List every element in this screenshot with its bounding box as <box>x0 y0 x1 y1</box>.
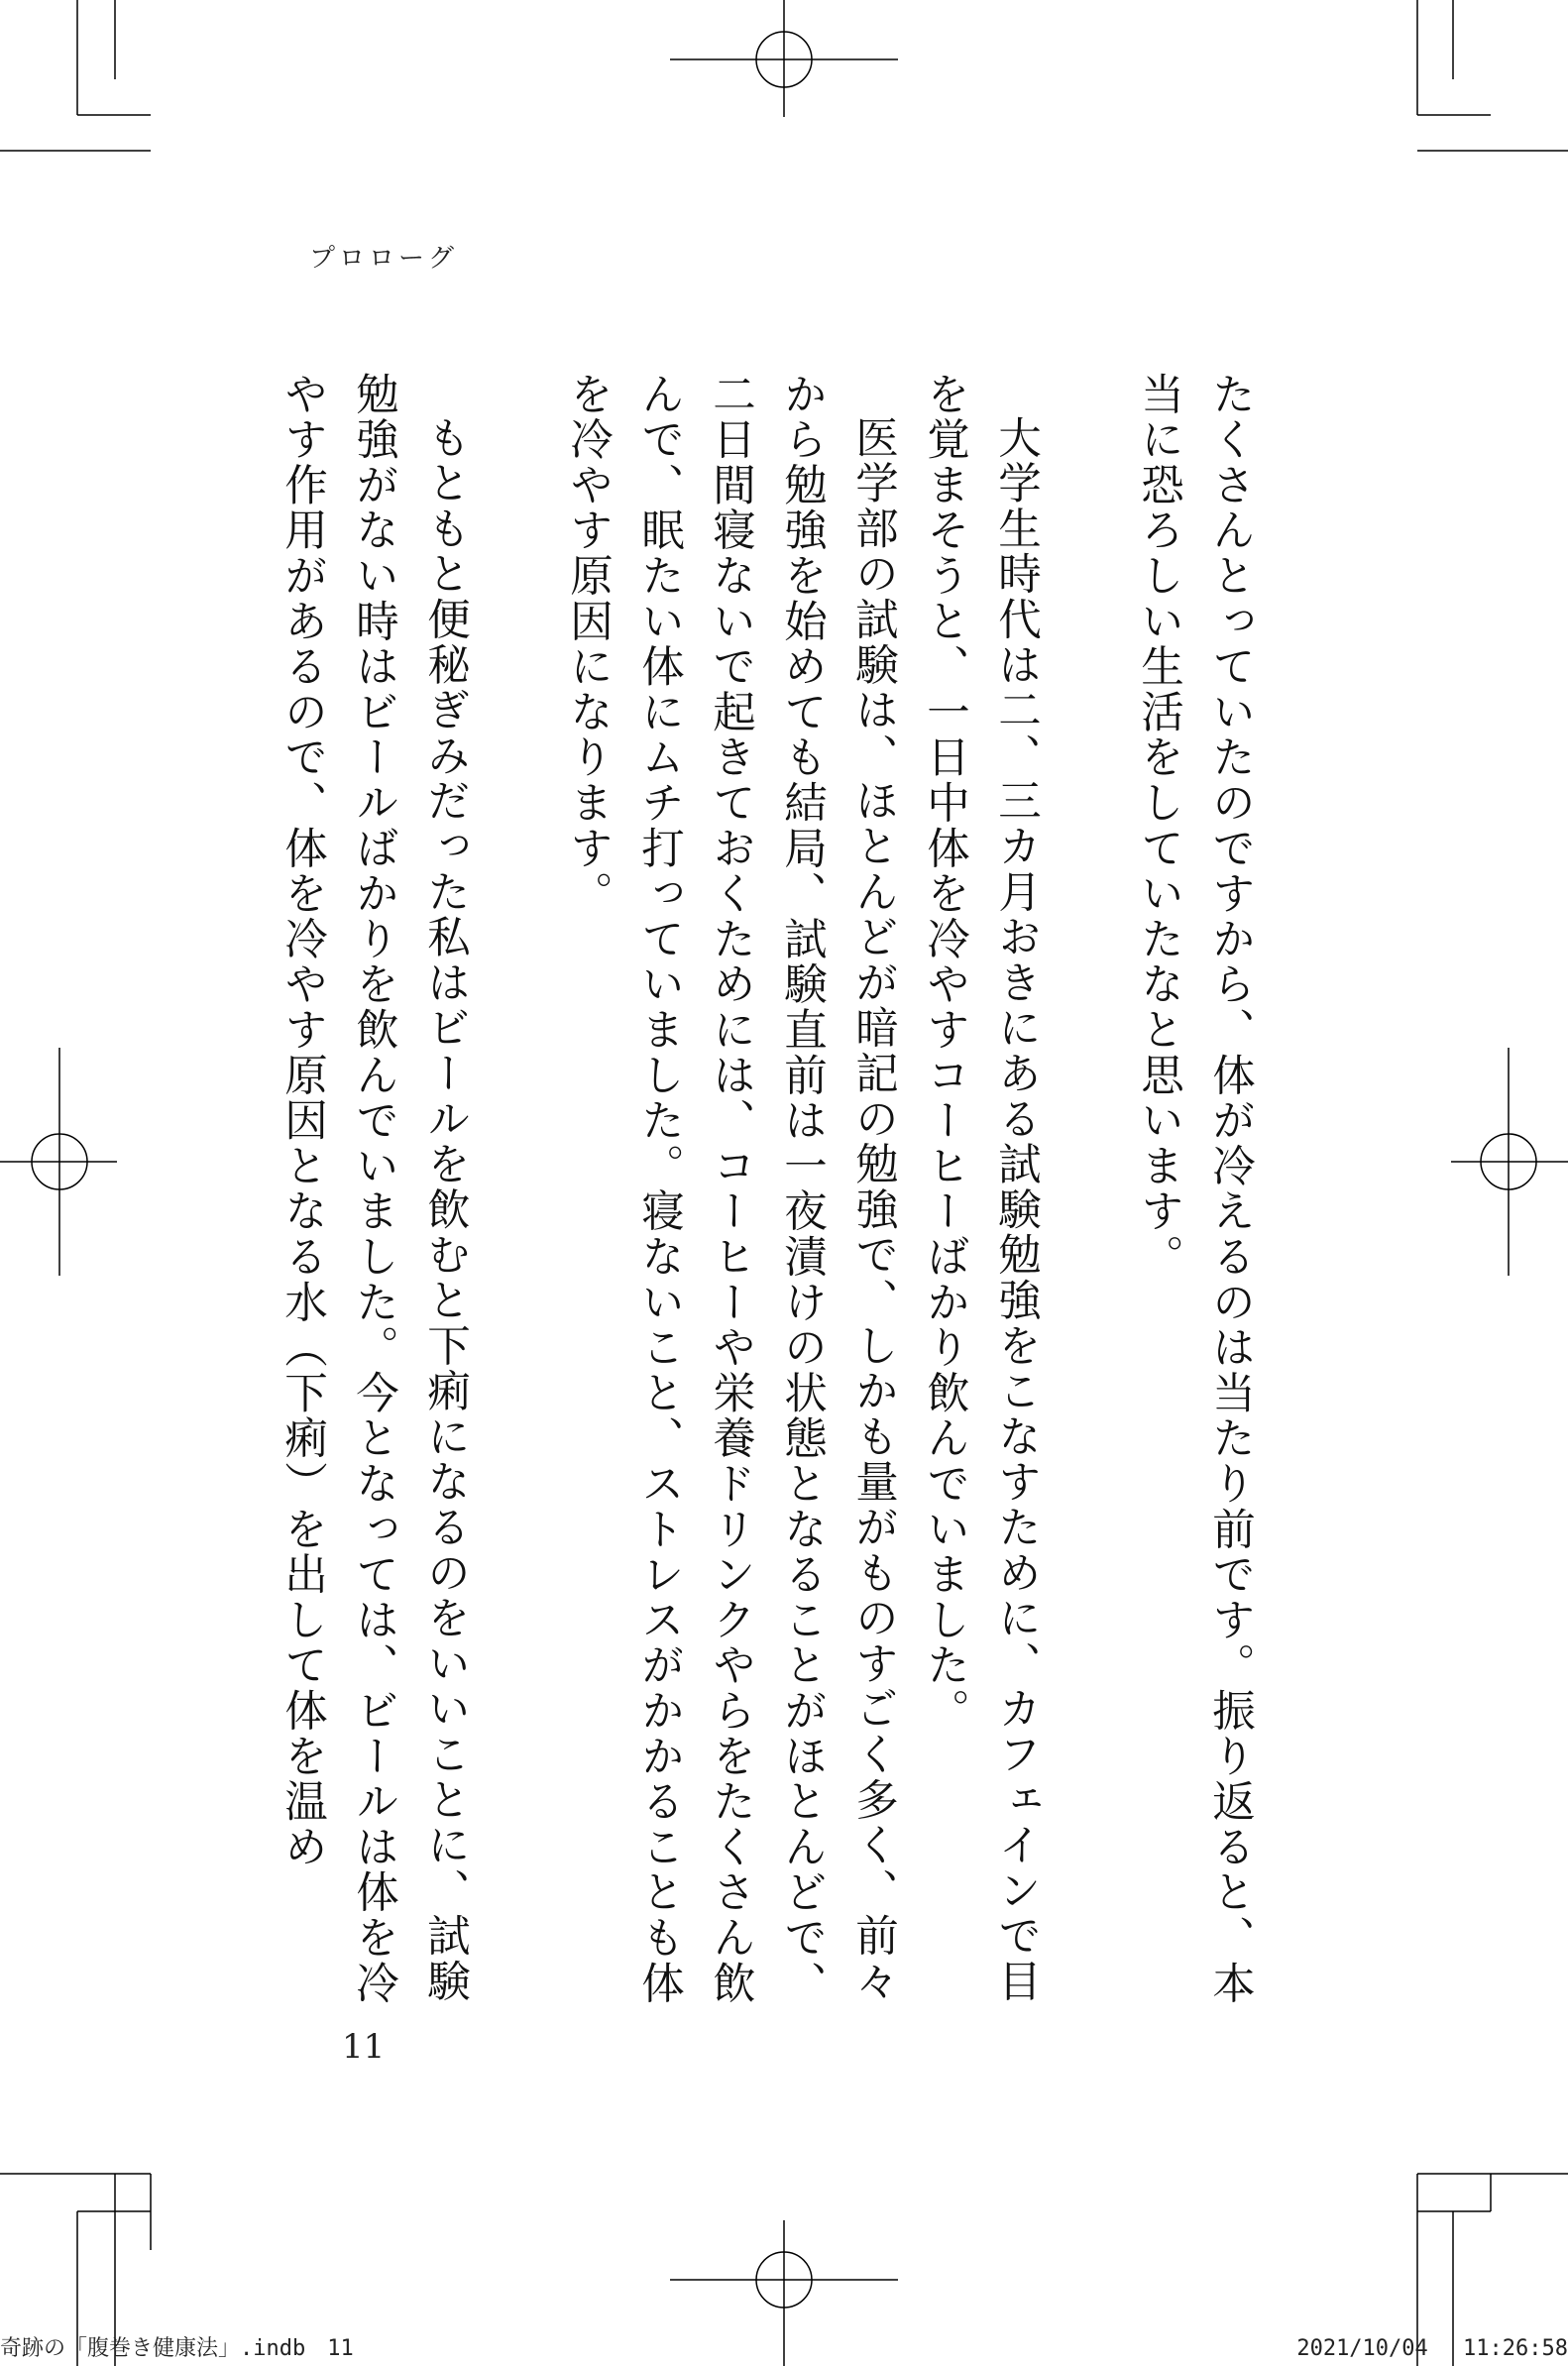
paragraph-4: もともと便秘ぎみだった私はビールを飲むと下痢になるのをいいことに、試験勉強がない時はビールばかりを飲んでいました。今となっては、ビールは体を冷やす作用があるので、体を冷やす原因となる水（下痢）を出して体を温め <box>278 372 470 2006</box>
paragraph-3: 医学部の試験は、ほとんどが暗記の勉強で、しかも量がものすごく多く、前々から勉強を始めても結局、試験直前は一夜漬けの状態となることがほとんどで、二日間寝ないで起きておくためには、コーヒーや栄養ドリンクやらをたくさん飲んで、眠たい体にムチ打っていました。寝ないこと、ストレスがかかることも体を冷やす原因になります。 <box>563 372 898 2006</box>
paragraph-break <box>481 372 552 2047</box>
paragraph-break <box>1052 372 1123 2047</box>
running-head: プロローグ <box>309 244 459 274</box>
slug-timestamp: 2021/10/04 11:26:58 <box>1296 2336 1568 2361</box>
page-number: 11 <box>342 2027 386 2067</box>
body-text <box>275 372 1266 2047</box>
paragraph-2: 大学生時代は二、三カ月おきにある試験勉強をこなすために、カフェインで目を覚まそうと、一日中体を冷やすコーヒーばかり飲んでいました。 <box>920 372 1041 2004</box>
paragraph-1: たくさんとっていたのですから、体が冷えるのは当たり前です。振り返ると、本当に恐ろしい生活をしていたなと思います。 <box>1134 372 1255 2006</box>
slug-file-info: 奇跡の「腹巻き健康法」.indb 11 <box>0 2336 354 2361</box>
